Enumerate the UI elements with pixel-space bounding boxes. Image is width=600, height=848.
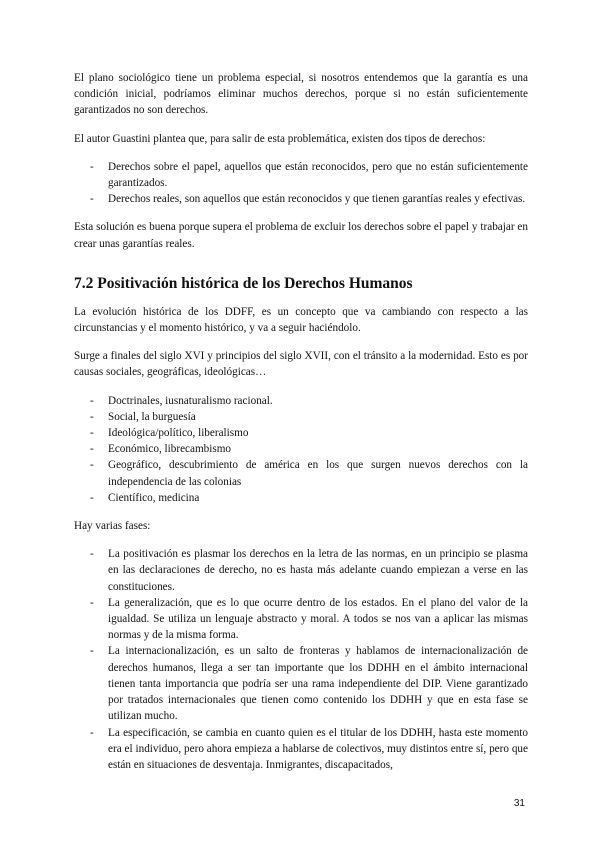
evolution-paragraph: La evolución histórica de los DDFF, es un concepto que va cambiando con respecto a las circunstancias y el momento histórico, y va a seguir haciéndolo. [74,305,528,335]
dash-marker: - [90,443,94,456]
dash-marker: - [90,491,94,504]
phases-list [74,546,528,773]
dash-marker: - [90,459,94,472]
list-item [74,725,528,774]
list-item [74,441,528,457]
list-item-text: La especificación, se cambia en cuanto quien es el titular de los DDHH, hasta este momento era el individuo, pero ahora empieza a hablarse de colectivos, muy distintos entre sí, pero que están en situaciones de desventaja. Inmigrantes, discapacitados, [108,726,528,771]
dash-marker: - [90,394,94,407]
dash-marker: - [90,645,94,658]
list-item-text: La positivación es plasmar los derechos en la letra de las normas, en un principio se plasma en las declaraciones de derecho, no es hasta más adelante cuando empiezan a verse en las constituciones. [108,548,528,593]
solution-paragraph: Esta solución es buena porque supera el problema de excluir los derechos sobre el papel y trabajar en crear unas garantías reales. [74,221,528,250]
guastini-paragraph: El autor Guastini plantea que, para salir de esta problemática, existen dos tipos de derechos: [74,132,486,145]
list-item [74,191,528,207]
sociological-plane-paragraph: El plano sociológico tiene un problema especial, si nosotros entendemos que la garantía es una condición inicial, podríamos eliminar muchos derechos, porque si no están suficientemente garantizados no son derechos. [74,72,528,117]
list-item [74,643,528,724]
dash-marker: - [90,410,94,423]
list-item-text: Económico, librecambismo [108,443,232,456]
list-item [74,409,528,425]
list-item [74,159,528,191]
dash-marker: - [90,193,94,206]
dash-marker: - [90,548,94,561]
list-item [74,595,528,644]
dash-marker: - [90,160,94,173]
page-number: 31 [513,798,525,809]
dash-marker: - [90,596,94,609]
list-item [74,457,528,489]
list-item-text: Geográfico, descubrimiento de américa en los que surgen nuevos derechos con la independencia de las colonias [108,459,528,488]
list-item-text: Derechos sobre el papel, aquellos que están reconocidos, pero que no están suficientemente garantizados. [108,160,528,190]
list-item [74,425,528,441]
list-item [74,490,528,506]
list-item-text: Social, la burguesía [108,410,196,423]
list-item-text: Ideológica/político, liberalismo [108,427,249,440]
origin-paragraph: Surge a finales del siglo XVI y principios del siglo XVII, con el tránsito a la modernidad. Esto es por causas sociales, geográficas, ideológicas… [74,350,528,379]
list-item-text: La generalización, que es lo que ocurre dentro de los estados. En el plano del valor de la igualdad. Se utiliza un lenguaje abstracto y moral. A todos se nos van a aplicar las mismas normas y de la misma forma. [108,596,528,642]
page-content [74,70,528,785]
list-item-text: Científico, medicina [108,491,200,504]
causes-list [74,393,528,506]
list-item-text: Doctrinales, iusnaturalismo racional. [108,394,273,407]
dash-marker: - [90,726,94,739]
list-item [74,393,528,409]
rights-types-list [74,159,528,208]
list-item [74,546,528,595]
phases-intro: Hay varias fases: [74,520,151,533]
list-item-text: La internacionalización, es un salto de fronteras y hablamos de internacionalización de derechos humanos, llega a ser tan importante que los DDHH en el ámbito internacional tienen tanta importancia que podría ser una rama independiente del DIP. Viene garantizado por tratados internacionales que tienen como contenido los DDHH y que en esta fase se utilizan mucho. [108,645,528,723]
list-item-text: Derechos reales, son aquellos que están reconocidos y que tienen garantías reales y efectivas. [108,193,526,206]
section-heading: 7.2 Positivación histórica de los Derechos Humanos [74,274,413,292]
dash-marker: - [90,427,94,440]
